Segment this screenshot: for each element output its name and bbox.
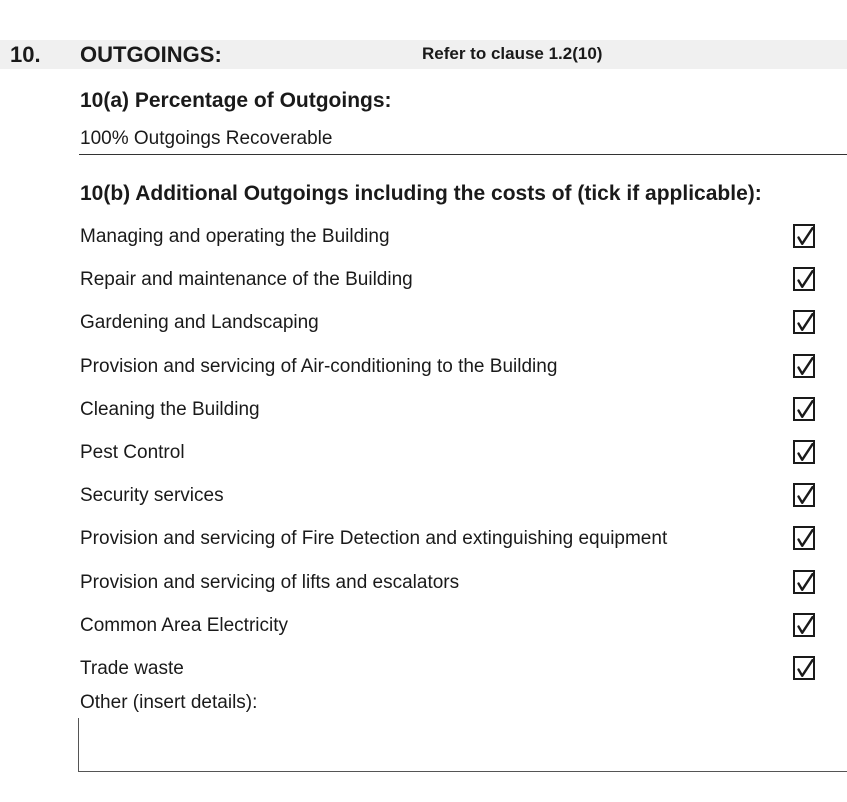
checklist-item-label: Provision and servicing of Fire Detection and extinguishing equipment (80, 528, 668, 550)
checklist-item (0, 605, 847, 648)
checklist-item-label: Repair and maintenance of the Building (80, 269, 413, 291)
checklist-item-label: Cleaning the Building (80, 398, 260, 420)
checkbox[interactable] (793, 354, 815, 378)
checkbox[interactable] (793, 613, 815, 637)
checklist-item (0, 432, 847, 475)
checklist-item-label: Security services (80, 485, 224, 507)
checklist-item-label: Pest Control (80, 441, 185, 463)
checkbox[interactable] (793, 310, 815, 334)
checkbox[interactable] (793, 656, 815, 680)
checkbox[interactable] (793, 397, 815, 421)
checklist-item-label: Provision and servicing of lifts and escalators (80, 571, 460, 593)
checklist-item-label: Trade waste (80, 657, 184, 679)
other-details-label: Other (insert details): (80, 692, 258, 713)
checklist-item-label: Provision and servicing of Air-conditioning to the Building (80, 355, 558, 377)
checklist-item (0, 346, 847, 389)
percentage-heading: 10(a) Percentage of Outgoings: (80, 89, 392, 112)
outgoings-checklist (0, 216, 847, 691)
percentage-value[interactable]: 100% Outgoings Recoverable (80, 128, 333, 149)
other-details-input[interactable] (84, 724, 843, 768)
percentage-underline (79, 154, 847, 155)
checklist-item (0, 518, 847, 561)
checklist-item (0, 648, 847, 691)
section-title: OUTGOINGS: (80, 42, 222, 67)
checklist-item (0, 302, 847, 345)
checklist-item-label: Managing and operating the Building (80, 226, 390, 247)
section-number: 10. (10, 42, 41, 67)
checklist-item (0, 389, 847, 432)
checklist-item (0, 216, 847, 259)
additional-outgoings-heading: 10(b) Additional Outgoings including the costs of (tick if applicable): (80, 182, 762, 205)
clause-reference: Refer to clause 1.2(10) (422, 44, 603, 63)
checkbox[interactable] (793, 267, 815, 291)
checklist-item-label: Gardening and Landscaping (80, 312, 319, 334)
checkbox[interactable] (793, 570, 815, 594)
checklist-item (0, 475, 847, 518)
checkbox[interactable] (793, 224, 815, 248)
checklist-item (0, 259, 847, 302)
checklist-item-label: Common Area Electricity (80, 614, 289, 636)
checklist-item (0, 562, 847, 605)
checkbox[interactable] (793, 483, 815, 507)
checkbox[interactable] (793, 440, 815, 464)
checkbox[interactable] (793, 526, 815, 550)
